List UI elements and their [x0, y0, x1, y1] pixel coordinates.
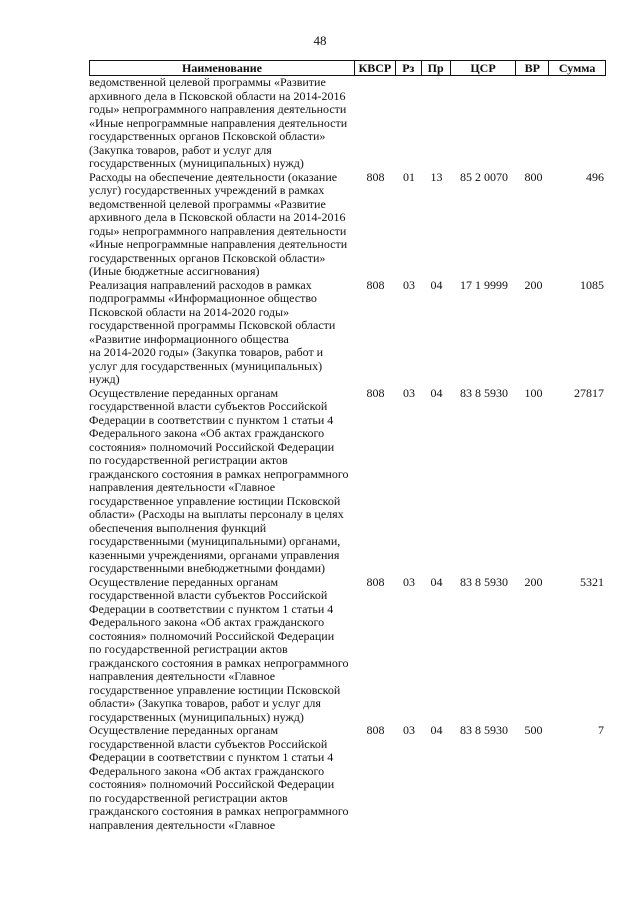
row-kvsr: 808: [366, 385, 385, 400]
table-row: [89, 387, 606, 576]
row-vr: [517, 76, 550, 171]
row-pr: 04: [430, 574, 443, 589]
row-sum: 496: [586, 169, 604, 184]
row-pr: 04: [430, 385, 443, 400]
row-sum: 1085: [580, 277, 604, 292]
row-kvsr: 808: [366, 277, 385, 292]
row-vr: 500: [524, 723, 543, 737]
row-name: Реализация направлений расходов в рамках подпрограммы «Информационное общество Псковской области на 2014-2020 годы» государственной программы Псковской области «Развитие информационного общества на 2014-2020 годы» (Закупка товаров, работ и услуг для государственных (муниципальных) нужд): [89, 277, 336, 386]
row-kvsr: 808: [366, 169, 385, 184]
header-name: Наименование: [90, 61, 355, 75]
row-name: Осуществление переданных органам государственной власти субъектов Российской Федерации в соответствии с пунктом 1 статьи 4 Федерального закона «Об актах гражданского состояния» полномочий Российской Федерации по государственной регистрации актов гражданского состояния в рамках непрограммного направления деятельности «Главное государственное управление юстиции Псковской области» (Закупка товаров, работ и услуг для государственных (муниципальных) нужд): [89, 574, 349, 724]
row-csr: 85 2 0070: [460, 169, 508, 184]
header-vr: ВР: [516, 61, 549, 75]
budget-table: [89, 60, 606, 832]
table-row: [89, 171, 606, 279]
header-csr: ЦСР: [451, 61, 517, 75]
row-csr: 83 8 5930: [460, 574, 508, 589]
page-number: 48: [313, 33, 327, 48]
row-rz: 03: [403, 385, 415, 400]
row-kvsr: 808: [366, 574, 385, 589]
row-kvsr: 808: [366, 723, 385, 737]
row-pr: 04: [430, 723, 443, 737]
row-vr: 200: [524, 574, 543, 589]
row-name: Осуществление переданных органам государственной власти субъектов Российской Федерации в соответствии с пунктом 1 статьи 4 Федерального закона «Об актах гражданского состояния» полномочий Российской Федерации по государственной регистрации актов гражданского состояния в рамках непрограммного направления деятельности «Главное: [89, 723, 349, 832]
table-row: [89, 576, 606, 725]
table-row: [89, 724, 606, 832]
row-name: Осуществление переданных органам государственной власти субъектов Российской Федерации в соответствии с пунктом 1 статьи 4 Федерального закона «Об актах гражданского состояния» полномочий Российской Федерации по государственной регистрации актов гражданского состояния в рамках непрограммного направления деятельности «Главное государственное управление юстиции Псковской области» (Расходы на выплаты персоналу в целях обеспечения выполнения функций государственными (муниципальными) органами, казенными учреждениями, органами управления государственными внебюджетными фондами): [89, 385, 349, 575]
row-sum: [550, 76, 606, 171]
row-sum: 5321: [580, 574, 604, 589]
row-csr: 83 8 5930: [460, 723, 508, 737]
header-rz: Рз: [396, 61, 422, 75]
header-pr: Пр: [422, 61, 451, 75]
row-rz: 03: [403, 277, 415, 292]
header-kvsr: КВСР: [355, 61, 396, 75]
table-header: [89, 60, 606, 76]
row-sum: 7: [598, 723, 604, 737]
row-vr: 200: [524, 277, 543, 292]
row-csr: 83 8 5930: [460, 385, 508, 400]
row-rz: 03: [403, 574, 415, 589]
row-rz: 03: [403, 723, 415, 737]
row-vr: 100: [524, 385, 543, 400]
table-row: [89, 76, 606, 171]
row-name: Расходы на обеспечение деятельности (оказание услуг) государственных учреждений в рамках ведомственной целевой программы «Развитие архивного дела в Псковской области на 2014-2016 годы» непрограммного направления деятельности «Иные непрограммные направления деятельности государственных органов Псковской области» (Иные бюджетные ассигнования): [89, 169, 348, 278]
row-vr: 800: [524, 169, 543, 184]
row-rz: 01: [403, 169, 415, 184]
row-kvsr: [355, 76, 396, 171]
row-sum: 27817: [574, 385, 604, 400]
row-csr: 17 1 9999: [460, 277, 508, 292]
row-pr: 04: [430, 277, 443, 292]
row-csr: [451, 76, 517, 171]
table-row: [89, 279, 606, 387]
row-rz: [396, 76, 422, 171]
row-pr: 13: [430, 169, 443, 184]
row-name: ведомственной целевой программы «Развитие архивного дела в Псковской области на 2014-2016 годы» непрограммного направления деятельности «Иные непрограммные направления деятельности государственных органов Псковской области» (Закупка товаров, работ и услуг для государственных (муниципальных) нужд): [89, 75, 348, 170]
row-pr: [422, 76, 451, 171]
header-sum: Сумма: [558, 61, 596, 75]
